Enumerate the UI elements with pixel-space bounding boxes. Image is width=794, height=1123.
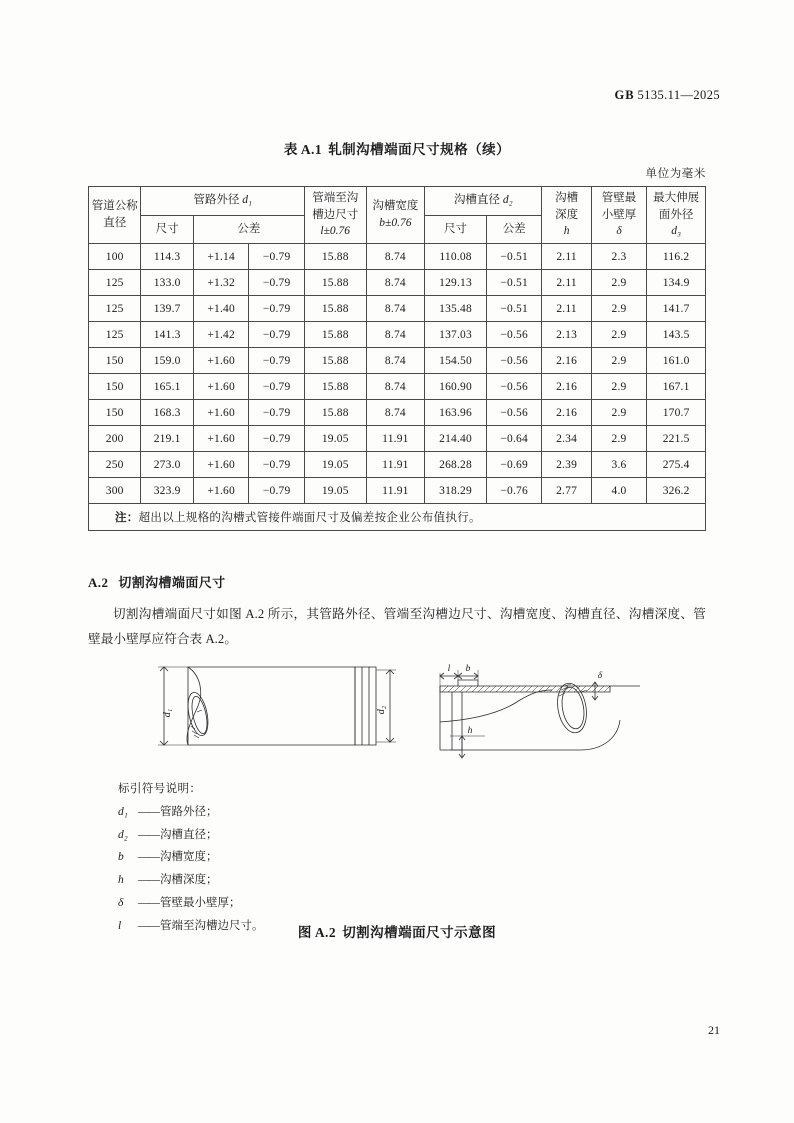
table-cell-c2: +1.42 bbox=[193, 322, 249, 348]
table-cell-c3: −0.79 bbox=[249, 478, 305, 504]
figure-label-h: h bbox=[467, 726, 473, 736]
table-cell-c3: −0.79 bbox=[249, 322, 305, 348]
table-cell-c3: −0.79 bbox=[249, 426, 305, 452]
table-cell-c7: −0.64 bbox=[486, 426, 542, 452]
table-cell-c2: +1.60 bbox=[193, 400, 249, 426]
dimension-d1 bbox=[158, 667, 188, 745]
header-max-od-line2: 面外径 bbox=[658, 208, 694, 221]
table-cell-c9: 2.9 bbox=[591, 270, 647, 296]
pipe-bore-ellipse bbox=[185, 691, 212, 738]
figure-key-symbol: d₂ bbox=[118, 828, 128, 841]
header-pipe-od-tolerance: 公差 bbox=[193, 215, 304, 244]
table-row bbox=[89, 244, 706, 270]
table-cell-c2: +1.60 bbox=[193, 426, 249, 452]
table-cell-c4: 15.88 bbox=[304, 296, 366, 322]
table-row bbox=[89, 322, 706, 348]
figure-key-item bbox=[118, 801, 264, 824]
groove-collar bbox=[355, 667, 376, 745]
table-cell-c7: −0.56 bbox=[486, 374, 542, 400]
header-groove-width-line1: 沟槽宽度 bbox=[372, 200, 419, 213]
table-cell-c4: 15.88 bbox=[304, 348, 366, 374]
table-cell-c2: +1.32 bbox=[193, 270, 249, 296]
table-cell-c4: 15.88 bbox=[304, 374, 366, 400]
table-row bbox=[89, 374, 706, 400]
table-cell-c9: 2.9 bbox=[591, 374, 647, 400]
table-cell-c6: 318.29 bbox=[425, 478, 487, 504]
figure-label-d2: d₂ bbox=[376, 705, 387, 715]
table-cell-c6: 268.28 bbox=[425, 452, 487, 478]
table-header-row-1 bbox=[89, 187, 706, 216]
spec-table-container bbox=[88, 186, 706, 531]
table-cell-c2: +1.60 bbox=[193, 452, 249, 478]
table-cell-c1: 133.0 bbox=[141, 270, 193, 296]
page-number: 21 bbox=[708, 1023, 720, 1037]
table-cell-c7: −0.56 bbox=[486, 322, 542, 348]
header-groove-width-symbol: b±0.76 bbox=[379, 217, 412, 229]
figure-caption-title: 切割沟槽端面尺寸示意图 bbox=[342, 925, 497, 940]
figure-caption bbox=[0, 921, 794, 941]
table-cell-c9: 2.3 bbox=[591, 244, 647, 270]
table-cell-c3: −0.79 bbox=[249, 296, 305, 322]
table-cell-c1: 114.3 bbox=[141, 244, 193, 270]
table-cell-c1: 159.0 bbox=[141, 348, 193, 374]
table-cell-c2: +1.60 bbox=[193, 374, 249, 400]
spec-table-body bbox=[89, 244, 706, 504]
figure-key-dash: —— bbox=[138, 919, 159, 932]
table-cell-c6: 214.40 bbox=[425, 426, 487, 452]
table-cell-c3: −0.79 bbox=[249, 244, 305, 270]
table-row bbox=[89, 400, 706, 426]
table-cell-c10: 116.2 bbox=[647, 244, 706, 270]
table-cell-c3: −0.79 bbox=[249, 374, 305, 400]
standard-prefix: GB bbox=[614, 88, 635, 102]
groove-notch bbox=[458, 680, 478, 686]
table-cell-c8: 2.39 bbox=[542, 452, 591, 478]
header-min-wall-thickness bbox=[591, 187, 647, 244]
table-cell-c6: 135.48 bbox=[425, 296, 487, 322]
table-cell-c0: 150 bbox=[89, 348, 141, 374]
header-groove-dia-size: 尺寸 bbox=[425, 215, 487, 244]
section-far-bore-ellipse bbox=[554, 681, 590, 735]
figure-key-desc: 管壁最小壁厚； bbox=[160, 896, 241, 909]
table-cell-c0: 200 bbox=[89, 426, 141, 452]
header-max-od-line1: 最大伸展 bbox=[653, 192, 700, 204]
table-caption-seq: A.1 bbox=[300, 142, 323, 157]
table-cell-c0: 150 bbox=[89, 374, 141, 400]
table-cell-c4: 19.05 bbox=[304, 478, 366, 504]
table-cell-c10: 134.9 bbox=[647, 270, 706, 296]
header-groove-diameter-symbol: d₂ bbox=[502, 194, 513, 207]
figure-key-item bbox=[118, 892, 264, 915]
table-cell-c7: −0.69 bbox=[486, 452, 542, 478]
table-cell-c10: 167.1 bbox=[647, 374, 706, 400]
table-cell-c9: 2.9 bbox=[591, 348, 647, 374]
table-row bbox=[89, 270, 706, 296]
table-cell-c1: 139.7 bbox=[141, 296, 193, 322]
header-max-od-symbol: d₃ bbox=[671, 225, 682, 238]
table-cell-c7: −0.51 bbox=[486, 270, 542, 296]
table-note-cell bbox=[89, 504, 706, 531]
table-cell-c8: 2.11 bbox=[542, 244, 591, 270]
table-cell-c0: 150 bbox=[89, 400, 141, 426]
table-cell-c7: −0.76 bbox=[486, 478, 542, 504]
figure-key-desc: 沟槽宽度； bbox=[160, 851, 218, 864]
table-cell-c3: −0.79 bbox=[249, 452, 305, 478]
header-pipe-od-group bbox=[141, 187, 304, 216]
header-min-wall-symbol: δ bbox=[616, 225, 622, 238]
header-groove-width bbox=[366, 187, 425, 244]
header-max-expansion-od bbox=[647, 187, 706, 244]
table-cell-c1: 323.9 bbox=[141, 478, 193, 504]
figure-key-symbol: δ bbox=[118, 896, 124, 909]
figure-key-dash: —— bbox=[138, 805, 159, 818]
table-note-label: 注： bbox=[115, 512, 139, 525]
figure-key-item bbox=[118, 846, 264, 869]
table-cell-c10: 221.5 bbox=[647, 426, 706, 452]
dimension-l bbox=[440, 673, 458, 686]
table-cell-c4: 19.05 bbox=[304, 426, 366, 452]
figure-label-d1: d₁ bbox=[162, 708, 173, 718]
table-cell-c1: 273.0 bbox=[141, 452, 193, 478]
section-number: A.2 bbox=[88, 575, 109, 590]
figure-label-l: l bbox=[447, 664, 451, 674]
header-end-to-groove-symbol: l±0.76 bbox=[320, 225, 351, 238]
table-cell-c2: +1.60 bbox=[193, 348, 249, 374]
table-cell-c7: −0.56 bbox=[486, 400, 542, 426]
section-paragraph: 切割沟槽端面尺寸如图 A.2 所示，其管路外径、管端至沟槽边尺寸、沟槽宽度、沟槽直径、沟槽深度、管壁最小壁厚应符合表 A.2。 bbox=[88, 607, 706, 646]
table-cell-c5: 8.74 bbox=[366, 374, 425, 400]
table-cell-c8: 2.16 bbox=[542, 400, 591, 426]
figure-key-title: 标引符号说明： bbox=[118, 783, 202, 795]
table-cell-c5: 8.74 bbox=[366, 244, 425, 270]
figure-key-symbol: h bbox=[118, 874, 124, 887]
unit-note: 单位为毫米 bbox=[645, 168, 706, 180]
table-cell-c0: 250 bbox=[89, 452, 141, 478]
figure-caption-label: 图 bbox=[297, 925, 312, 940]
header-groove-dia-tolerance: 公差 bbox=[486, 215, 542, 244]
table-cell-c6: 110.08 bbox=[425, 244, 487, 270]
table-row bbox=[89, 478, 706, 504]
spec-table-footer bbox=[89, 504, 706, 531]
table-cell-c2: +1.60 bbox=[193, 478, 249, 504]
table-cell-c3: −0.79 bbox=[249, 270, 305, 296]
table-cell-c7: −0.56 bbox=[486, 348, 542, 374]
header-pipe-od-size: 尺寸 bbox=[141, 215, 193, 244]
table-cell-c0: 125 bbox=[89, 270, 141, 296]
table-cell-c8: 2.11 bbox=[542, 270, 591, 296]
figure-key-dash: —— bbox=[138, 874, 159, 887]
table-cell-c9: 2.9 bbox=[591, 426, 647, 452]
table-row bbox=[89, 452, 706, 478]
figure-cut-groove-diagram bbox=[140, 640, 670, 770]
table-cell-c4: 19.05 bbox=[304, 452, 366, 478]
table-cell-c9: 4.0 bbox=[591, 478, 647, 504]
table-cell-c9: 2.9 bbox=[591, 400, 647, 426]
table-cell-c5: 8.74 bbox=[366, 322, 425, 348]
figure-svg bbox=[140, 640, 670, 770]
section-bore-curve bbox=[440, 690, 552, 722]
table-note-row bbox=[89, 504, 706, 531]
table-cell-c4: 15.88 bbox=[304, 322, 366, 348]
table-cell-c5: 8.74 bbox=[366, 270, 425, 296]
figure-key-item bbox=[118, 824, 264, 847]
table-cell-c0: 100 bbox=[89, 244, 141, 270]
table-cell-c4: 15.88 bbox=[304, 270, 366, 296]
header-groove-depth-line1: 沟槽 bbox=[555, 192, 579, 204]
table-cell-c8: 2.16 bbox=[542, 348, 591, 374]
table-cell-c1: 219.1 bbox=[141, 426, 193, 452]
table-cell-c6: 154.50 bbox=[425, 348, 487, 374]
figure-key-symbol: l bbox=[118, 919, 122, 932]
header-nominal-diameter-text: 管道公称直径 bbox=[91, 200, 138, 229]
table-cell-c3: −0.79 bbox=[249, 400, 305, 426]
header-pipe-od-label: 管路外径 bbox=[193, 194, 240, 207]
figure-key-item bbox=[118, 869, 264, 892]
table-caption-label: 表 bbox=[283, 142, 298, 157]
table-cell-c5: 8.74 bbox=[366, 296, 425, 322]
table-cell-c1: 168.3 bbox=[141, 400, 193, 426]
figure-key-desc: 沟槽直径； bbox=[160, 828, 218, 841]
table-cell-c0: 300 bbox=[89, 478, 141, 504]
table-cell-c10: 161.0 bbox=[647, 348, 706, 374]
header-end-to-groove-line2: 槽边尺寸 bbox=[312, 208, 359, 221]
table-cell-c6: 160.90 bbox=[425, 374, 487, 400]
table-cell-c5: 11.91 bbox=[366, 452, 425, 478]
header-nominal-diameter bbox=[89, 187, 141, 244]
dimension-h bbox=[450, 736, 485, 758]
table-cell-c4: 15.88 bbox=[304, 400, 366, 426]
header-groove-depth-symbol: h bbox=[563, 225, 570, 238]
header-pipe-od-symbol: d₁ bbox=[242, 194, 252, 207]
table-cell-c3: −0.79 bbox=[249, 348, 305, 374]
table-cell-c9: 2.9 bbox=[591, 296, 647, 322]
header-end-to-groove-line1: 管端至沟 bbox=[312, 192, 359, 204]
table-cell-c9: 3.6 bbox=[591, 452, 647, 478]
table-cell-c5: 11.91 bbox=[366, 478, 425, 504]
standard-number: 5135.11—2025 bbox=[637, 88, 720, 102]
table-cell-c0: 125 bbox=[89, 322, 141, 348]
running-header bbox=[614, 88, 720, 103]
table-cell-c1: 141.3 bbox=[141, 322, 193, 348]
figure-key-desc: 沟槽深度； bbox=[160, 874, 218, 887]
header-groove-diameter-label: 沟槽直径 bbox=[453, 194, 500, 207]
pipe-body-left bbox=[188, 667, 355, 745]
figure-key-list bbox=[118, 801, 264, 938]
table-cell-c5: 8.74 bbox=[366, 348, 425, 374]
section-hatching bbox=[442, 686, 610, 692]
table-cell-c9: 2.9 bbox=[591, 322, 647, 348]
table-caption-title: 轧制沟槽端面尺寸规格（续） bbox=[328, 142, 511, 157]
table-caption bbox=[0, 138, 794, 158]
table-cell-c4: 15.88 bbox=[304, 244, 366, 270]
header-min-wall-line2: 小壁厚 bbox=[601, 208, 637, 221]
table-cell-c8: 2.77 bbox=[542, 478, 591, 504]
table-cell-c10: 141.7 bbox=[647, 296, 706, 322]
figure-label-b: b bbox=[465, 664, 471, 674]
table-cell-c8: 2.34 bbox=[542, 426, 591, 452]
pipe-open-end-curve bbox=[187, 667, 201, 745]
table-cell-c10: 326.2 bbox=[647, 478, 706, 504]
table-cell-c5: 11.91 bbox=[366, 426, 425, 452]
spec-table bbox=[88, 186, 706, 531]
table-cell-c10: 170.7 bbox=[647, 400, 706, 426]
figure-key-symbol: b bbox=[118, 851, 124, 864]
figure-key-desc: 管路外径； bbox=[160, 805, 218, 818]
header-groove-depth bbox=[542, 187, 591, 244]
table-note-text: 超出以上规格的沟槽式管接件端面尺寸及偏差按企业公布值执行。 bbox=[138, 512, 481, 525]
table-cell-c10: 275.4 bbox=[647, 452, 706, 478]
figure-key-dash: —— bbox=[138, 896, 159, 909]
table-cell-c10: 143.5 bbox=[647, 322, 706, 348]
table-cell-c6: 129.13 bbox=[425, 270, 487, 296]
section-heading-text: 切割沟槽端面尺寸 bbox=[118, 575, 226, 590]
figure-key-desc: 管端至沟槽边尺寸。 bbox=[160, 919, 264, 932]
table-cell-c7: −0.51 bbox=[486, 244, 542, 270]
table-cell-c1: 165.1 bbox=[141, 374, 193, 400]
header-groove-diameter-group bbox=[425, 187, 542, 216]
figure-key-dash: —— bbox=[138, 851, 159, 864]
section-heading bbox=[88, 572, 226, 591]
table-cell-c8: 2.11 bbox=[542, 296, 591, 322]
table-cell-c8: 2.16 bbox=[542, 374, 591, 400]
header-end-to-groove bbox=[304, 187, 366, 244]
table-cell-c0: 125 bbox=[89, 296, 141, 322]
header-min-wall-line1: 管壁最 bbox=[601, 192, 637, 204]
figure-key bbox=[118, 778, 264, 937]
table-cell-c2: +1.40 bbox=[193, 296, 249, 322]
table-row bbox=[89, 296, 706, 322]
table-cell-c8: 2.13 bbox=[542, 322, 591, 348]
figure-key-symbol: d₁ bbox=[118, 805, 128, 818]
header-groove-depth-line2: 深度 bbox=[555, 208, 579, 221]
table-row bbox=[89, 426, 706, 452]
table-cell-c7: −0.51 bbox=[486, 296, 542, 322]
table-cell-c5: 8.74 bbox=[366, 400, 425, 426]
table-cell-c2: +1.14 bbox=[193, 244, 249, 270]
table-cell-c6: 137.03 bbox=[425, 322, 487, 348]
table-row bbox=[89, 348, 706, 374]
figure-caption-seq: A.2 bbox=[314, 925, 337, 940]
table-cell-c6: 163.96 bbox=[425, 400, 487, 426]
figure-key-dash: —— bbox=[138, 828, 159, 841]
figure-label-delta: δ bbox=[597, 671, 603, 681]
